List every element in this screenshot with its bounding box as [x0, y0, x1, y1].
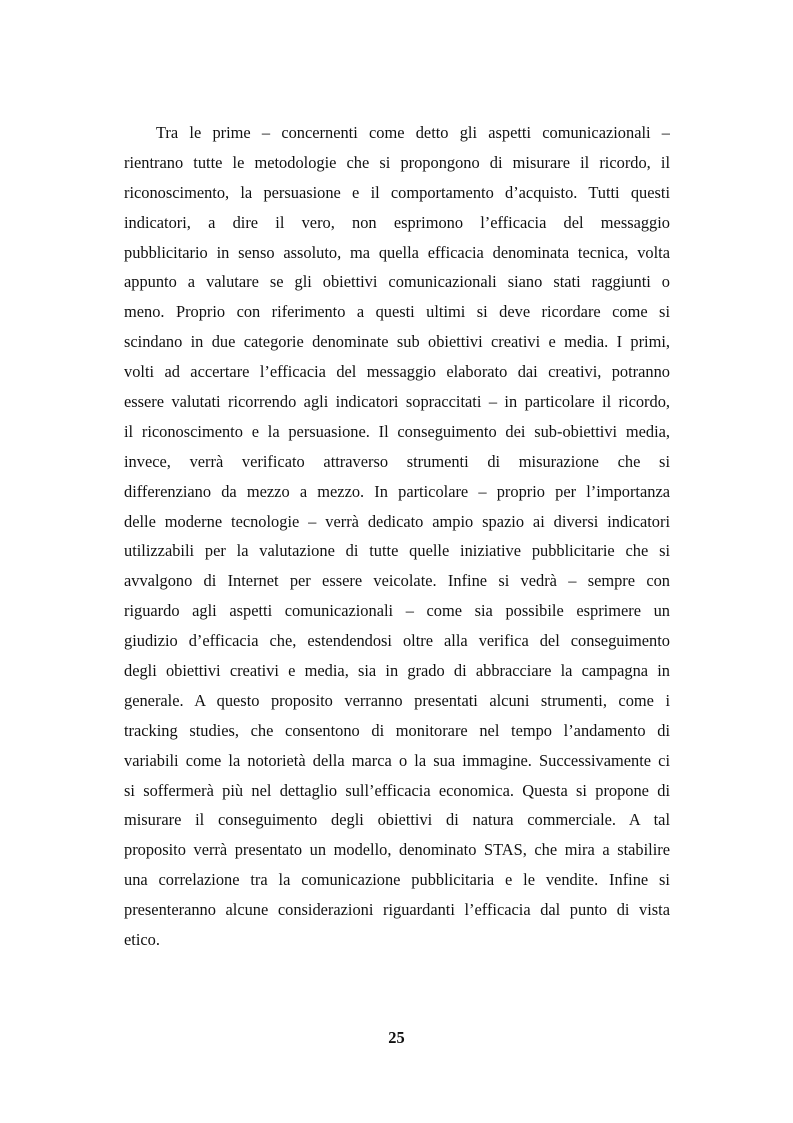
- paragraph-line: pubblicitario in senso assoluto, ma quella efficacia denominata tecnica, volta: [124, 242, 670, 262]
- paragraph-line: degli obiettivi creativi e media, sia in grado di abbracciare la campagna in: [124, 661, 670, 681]
- paragraph-line: avvalgono di Internet per essere veicolate. Infine si vedrà – sempre con: [124, 571, 670, 591]
- paragraph-line: variabili come la notorietà della marca o la sua immagine. Successivamente ci: [124, 750, 670, 770]
- paragraph-line: volti ad accertare l’efficacia del messaggio elaborato dai creativi, potranno: [124, 362, 670, 382]
- paragraph-line: una correlazione tra la comunicazione pubblicitaria e le vendite. Infine si: [124, 870, 670, 890]
- paragraph-line: invece, verrà verificato attraverso strumenti di misurazione che si: [124, 451, 670, 471]
- paragraph-line: rientrano tutte le metodologie che si propongono di misurare il ricordo, il: [124, 152, 670, 172]
- paragraph-line: il riconoscimento e la persuasione. Il conseguimento dei sub-obiettivi media,: [124, 421, 670, 441]
- paragraph-line: delle moderne tecnologie – verrà dedicato ampio spazio ai diversi indicatori: [124, 511, 670, 531]
- paragraph-line: differenziano da mezzo a mezzo. In particolare – proprio per l’importanza: [124, 481, 670, 501]
- paragraph-line: scindano in due categorie denominate sub obiettivi creativi e media. I primi,: [124, 332, 670, 352]
- paragraph-line: misurare il conseguimento degli obiettivi di natura commerciale. A tal: [124, 810, 670, 830]
- body-paragraph: [124, 118, 670, 955]
- paragraph-line: proposito verrà presentato un modello, denominato STAS, che mira a stabilire: [124, 840, 670, 860]
- paragraph-line: riguardo agli aspetti comunicazionali – come sia possibile esprimere un: [124, 601, 670, 621]
- paragraph-line: tracking studies, che consentono di monitorare nel tempo l’andamento di: [124, 720, 670, 740]
- paragraph-line: generale. A questo proposito verranno presentati alcuni strumenti, come i: [124, 690, 670, 710]
- paragraph-line: presenteranno alcune considerazioni riguardanti l’efficacia dal punto di vista: [124, 900, 670, 920]
- paragraph-line: indicatori, a dire il vero, non esprimono l’efficacia del messaggio: [124, 212, 670, 232]
- paragraph-line: Tra le prime – concernenti come detto gli aspetti comunicazionali –: [156, 123, 670, 142]
- page-number: 25: [388, 1028, 405, 1047]
- paragraph-line: essere valutati ricorrendo agli indicatori sopraccitati – in particolare il ricordo,: [124, 392, 670, 412]
- paragraph-line: utilizzabili per la valutazione di tutte quelle iniziative pubblicitarie che si: [124, 541, 670, 561]
- paragraph-line: meno. Proprio con riferimento a questi ultimi si deve ricordare come si: [124, 302, 670, 322]
- paragraph-line: si soffermerà più nel dettaglio sull’efficacia economica. Questa si propone di: [124, 780, 670, 800]
- paragraph-line: etico.: [124, 930, 160, 950]
- paragraph-line: giudizio d’efficacia che, estendendosi oltre alla verifica del conseguimento: [124, 631, 670, 651]
- paragraph-line: riconoscimento, la persuasione e il comportamento d’acquisto. Tutti questi: [124, 182, 670, 202]
- paragraph-line: appunto a valutare se gli obiettivi comunicazionali siano stati raggiunti o: [124, 272, 670, 292]
